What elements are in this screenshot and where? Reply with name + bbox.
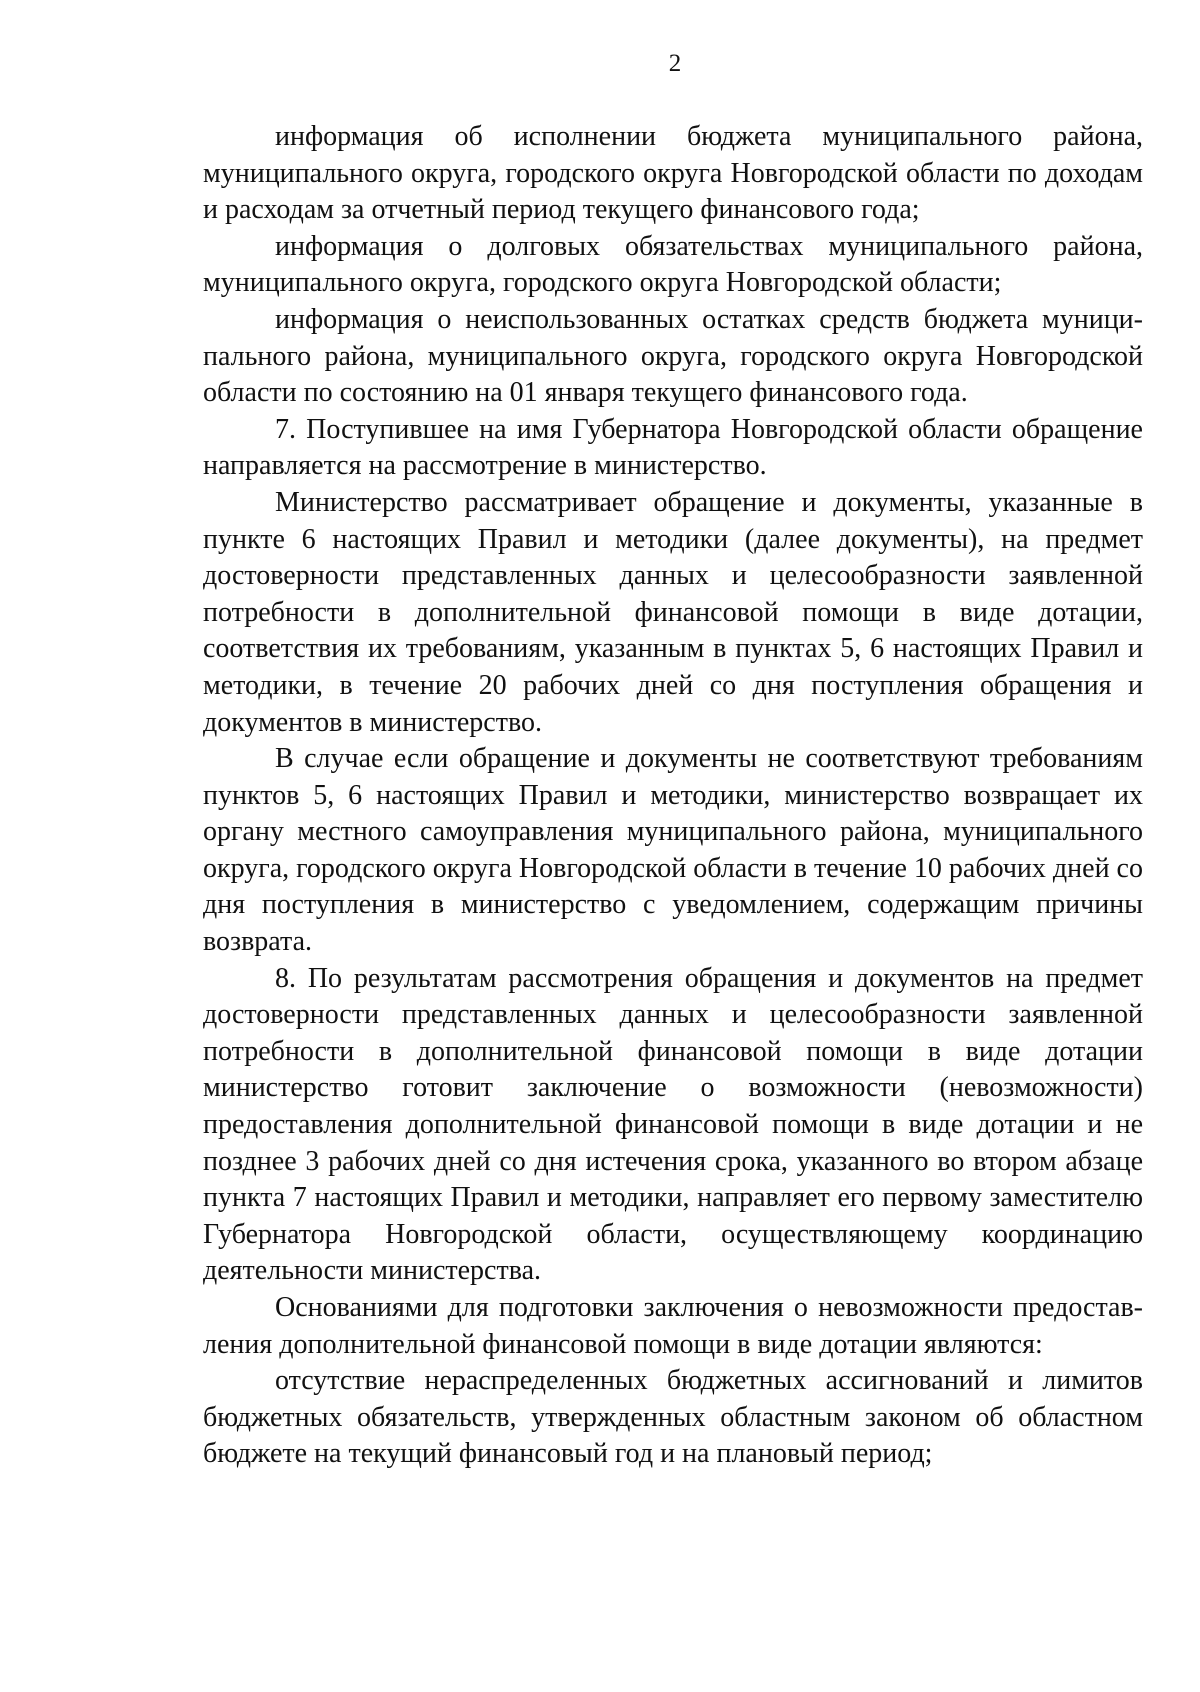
page-number: 2 [668, 50, 682, 77]
paragraph: информация о неиспользованных остатках средств бюджета муниципального района, муниципального округа, городского округа Новгородской области по состоянию на 01 января текущего финансового года. [203, 303, 1143, 409]
paragraph: информация об исполнении бюджета муниципального района, муниципального округа, городского округа Новгородской области по доходам и расходам за отчетный период текущего финансового года; [203, 121, 1143, 226]
document-body [203, 119, 1143, 1473]
paragraph: отсутствие нераспределенных бюджетных ассигнований и лимитов бюджетных обязательств, утвержденных областным законом об областном бюджете на текущий финансовый год и на плановый период; [203, 1365, 1143, 1470]
paragraph: Министерство рассматривает обращение и документы, указанные в пункте 6 настоящих Правил и методики (далее документы), на предмет достоверности представленных данных и целесообразности заявленной потребности в дополнительной финансовой помощи в виде дотации, соответствия их требованиям, указанным в пунктах 5, 6 настоящих Правил и методики, в течение 20 рабочих дней со дня поступления обращения и документов в министерство. [203, 486, 1143, 738]
paragraph: 8. По результатам рассмотрения обращения и документов на предмет достоверности представленных данных и целесообразности заявленной потребности в дополнительной финансовой помощи в виде дотации министерство готовит заключение о возможности (невозможности) предоставления дополнительной финансовой помощи в виде дотации и не позднее 3 рабочих дней со дня истечения срока, указанного во втором абзаце пункта 7 настоящих Правил и методики, направляет его первому заместителю Губернатора Новгородской области, осуществляющему координацию деятельности министерства. [203, 962, 1143, 1287]
paragraph: Основаниями для подготовки заключения о невозможности предоставления дополнительной финансовой помощи в виде дотации являются: [203, 1292, 1143, 1360]
paragraph: 7. Поступившее на имя Губернатора Новгородской области обращение направляется на рассмотрение в министерство. [203, 413, 1143, 482]
paragraph: информация о долговых обязательствах муниципального района, муниципального округа, городского округа Новгородской области; [203, 230, 1143, 299]
paragraph: В случае если обращение и документы не соответствуют требованиям пунктов 5, 6 настоящих Правил и методики, министерство возвращает их органу местного самоуправления муниципального района, муниципального округа, городского округа Новгородской области в течение 10 рабочих дней со дня поступления в министерство с уведомлением, содержащим причины возврата. [203, 743, 1143, 958]
